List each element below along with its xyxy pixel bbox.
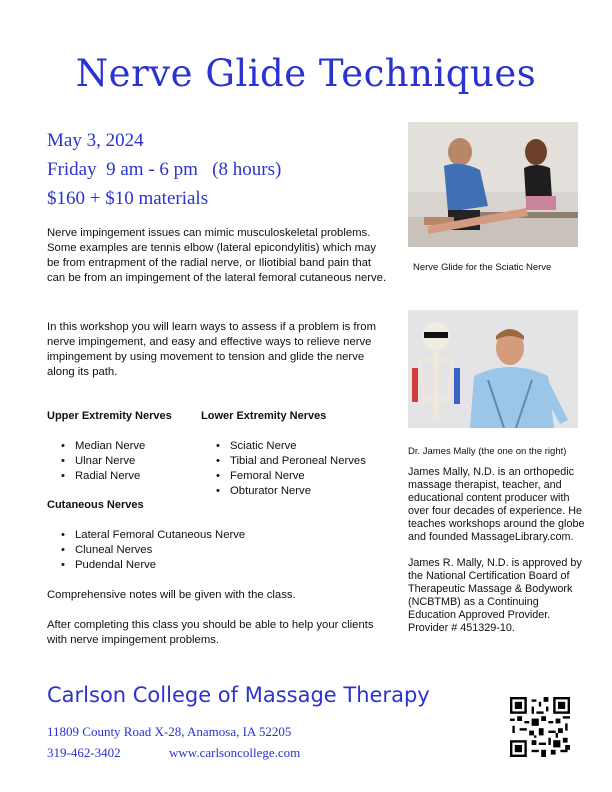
instructor-photo (408, 310, 578, 428)
phone-number: 319-462-3402 (47, 745, 121, 760)
list-item: • Pudendal Nerve (59, 558, 245, 573)
list-item: • Cluneal Nerves (59, 543, 245, 558)
instructor-photo-illustration (408, 310, 578, 428)
cutaneous-nerves-list (59, 528, 245, 573)
list-item: • Obturator Nerve (214, 484, 366, 499)
event-date: May 3, 2024 (47, 130, 144, 151)
bio-paragraph-1: James Mally, N.D. is an orthopedic massage therapist, teacher, and educational content producer with over four decades of experience. He teaches workshops around the globe and founded MassageLibrary.com. (408, 466, 585, 543)
lower-nerves-heading: Lower Extremity Nerves (201, 410, 327, 422)
bio-paragraph-2: James R. Mally, N.D. is approved by the National Certification Board of Therapeutic Massage & Bodywork (NCBTMB) as a Continuing Education Approved Provider. Provider # 451329-10. (408, 557, 582, 634)
lower-nerves-list (214, 439, 366, 499)
outcome-text: After completing this class you should be able to help your clients with nerve impingement problems. (47, 619, 374, 646)
sciatic-photo-illustration (408, 122, 578, 247)
cutaneous-nerves-heading: Cutaneous Nerves (47, 499, 144, 511)
instructor-photo-caption: Dr. James Mally (the one on the right) (408, 446, 567, 457)
college-name: Carlson College of Massage Therapy (47, 683, 430, 707)
list-item: • Median Nerve (59, 439, 145, 454)
list-item: • Tibial and Peroneal Nerves (214, 454, 366, 469)
website-link[interactable]: www.carlsoncollege.com (169, 745, 301, 760)
intro-paragraph-1: Nerve impingement issues can mimic musculoskeletal problems. Some examples are tennis elbow (lateral epicondylitis) which may be from entrapment of the radial nerve, or Iliotibial band pain that can be from an impingement of the lateral femoral cutaneous nerve. (47, 227, 387, 284)
page-title: Nerve Glide Techniques (75, 52, 537, 95)
list-item: • Lateral Femoral Cutaneous Nerve (59, 528, 245, 543)
instructor-bio (408, 466, 588, 648)
sciatic-nerve-glide-photo (408, 122, 578, 247)
list-item: • Radial Nerve (59, 469, 145, 484)
event-time: Friday 9 am - 6 pm (8 hours) (47, 159, 282, 180)
list-item: • Sciatic Nerve (214, 439, 366, 454)
qr-code[interactable] (510, 697, 570, 757)
notes-text: Comprehensive notes will be given with the class. (47, 589, 296, 601)
college-address: 11809 County Road X-28, Anamosa, IA 52205 (47, 724, 292, 739)
upper-nerves-heading: Upper Extremity Nerves (47, 410, 172, 422)
sciatic-photo-caption: Nerve Glide for the Sciatic Nerve (413, 262, 552, 273)
event-price: $160 + $10 materials (47, 188, 209, 209)
list-item: • Ulnar Nerve (59, 454, 145, 469)
contact-line (47, 745, 301, 761)
upper-nerves-list (59, 439, 145, 484)
intro-paragraph-2: In this workshop you will learn ways to assess if a problem is from nerve impingement, and easy and effective ways to relieve nerve impingement by using movement to tension and glide the nerve along its path. (47, 321, 376, 378)
list-item: • Femoral Nerve (214, 469, 366, 484)
event-details (47, 126, 281, 213)
